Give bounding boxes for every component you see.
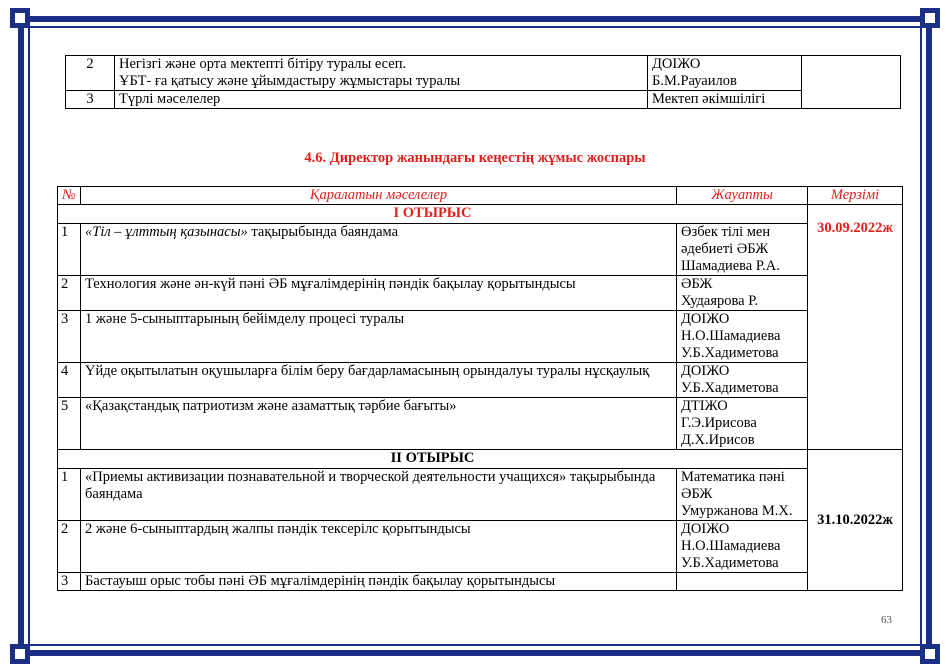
border-corner-ornament (10, 8, 30, 28)
topic-cell: Бастауыш орыс тобы пәні ӘБ мұғалімдерінің пәндік бақылау қорытындысы (81, 573, 677, 591)
previous-plan-table (65, 55, 901, 109)
responsible-line: ДОІЖО (681, 363, 730, 379)
table-row (58, 573, 903, 591)
responsible-cell (677, 573, 808, 591)
responsible-line: У.Б.Хадиметова (681, 380, 779, 396)
header-topic: Қаралатын мәселелер (81, 187, 677, 205)
header-term: Мерзімі (808, 187, 903, 205)
responsible-line: ӘБЖ (681, 276, 713, 292)
responsible-line: Б.М.Рауаилов (652, 73, 737, 89)
table-row (66, 56, 901, 91)
session-row (58, 450, 903, 469)
topic-cell: «Қазақстандық патриотизм және азаматтық тәрбие бағыты» (81, 398, 677, 450)
session-term: 31.10.2022ж (808, 450, 903, 591)
responsible-cell (677, 224, 808, 276)
topic-line: Негізгі және орта мектепті бітіру туралы есеп. (119, 56, 407, 72)
section-title: 4.6. Директор жанындағы кеңестің жұмыс жоспары (304, 150, 646, 166)
responsible-line: ДТІЖО (681, 398, 728, 414)
council-plan-table (57, 186, 903, 591)
session-row (58, 205, 903, 224)
row-number: 3 (58, 311, 81, 363)
responsible-line: У.Б.Хадиметова (681, 555, 779, 571)
responsible-line: ДОІЖО (652, 56, 701, 72)
topic-cell (115, 91, 648, 109)
row-number: 3 (58, 573, 81, 591)
responsible-cell (677, 398, 808, 450)
responsible-cell (677, 469, 808, 521)
border-corner-ornament (10, 644, 30, 664)
border-corner-ornament (920, 644, 940, 664)
topic-cell: Үйде оқытылатын оқушыларға білім беру бағдарламасының орындалуы туралы нұсқаулық (81, 363, 677, 398)
session-title: I ОТЫРЫС (58, 205, 808, 224)
responsible-cell (648, 56, 802, 91)
responsible-line: Н.О.Шамадиева (681, 328, 781, 344)
session-title: II ОТЫРЫС (58, 450, 808, 469)
topic-cell: 1 және 5-сыныптарының бейімделу процесі туралы (81, 311, 677, 363)
table-row (58, 276, 903, 311)
topic-cell: «Приемы активизации познавательной и творческой деятельности учащихся» тақырыбында баяндама (81, 469, 677, 521)
topic-line: ҰБТ- ға қатысу және ұйымдастыру жұмыстары туралы (119, 73, 461, 89)
row-number: 1 (58, 224, 81, 276)
responsible-cell (677, 311, 808, 363)
table-row (58, 363, 903, 398)
responsible-line: У.Б.Хадиметова (681, 345, 779, 361)
responsible-line: Өзбек тілі мен (681, 224, 771, 240)
row-number: 5 (58, 398, 81, 450)
row-number: 4 (58, 363, 81, 398)
session-term: 30.09.2022ж (808, 205, 903, 450)
responsible-cell (648, 91, 802, 109)
responsible-line: ДОІЖО (681, 311, 730, 327)
responsible-line: Умуржанова М.Х. (681, 503, 793, 519)
table-row (58, 521, 903, 573)
header-row (58, 187, 903, 205)
responsible-line: ӘБЖ (681, 486, 713, 502)
responsible-cell (677, 276, 808, 311)
row-number: 2 (58, 521, 81, 573)
responsible-line: ДОІЖО (681, 521, 730, 537)
page-number: 63 (881, 614, 892, 626)
row-number: 1 (58, 469, 81, 521)
table-row (58, 469, 903, 521)
topic-cell: Технология және ән-күй пәні ӘБ мұғалімдерінің пәндік бақылау қорытындысы (81, 276, 677, 311)
table-row (58, 398, 903, 450)
responsible-line: әдебиеті ӘБЖ (681, 241, 769, 257)
responsible-line: Д.Х.Ирисов (681, 432, 755, 448)
row-number: 2 (66, 56, 115, 91)
topic-italic: «Тіл – ұлттың қазынасы» (85, 224, 248, 240)
topic-cell: 2 және 6-сыныптардың жалпы пәндік тексерілс қорытындысы (81, 521, 677, 573)
table-row (66, 91, 901, 109)
topic-cell (81, 224, 677, 276)
responsible-line: Математика пәні (681, 469, 785, 485)
table-row (58, 311, 903, 363)
header-responsible: Жауапты (677, 187, 808, 205)
responsible-line: Н.О.Шамадиева (681, 538, 781, 554)
responsible-line: Мектеп әкімшілігі (652, 91, 766, 107)
topic-text: тақырыбында баяндама (247, 224, 399, 240)
term-cell (802, 56, 901, 109)
responsible-line: Шамадиева Р.А. (681, 258, 780, 274)
row-number: 3 (66, 91, 115, 109)
row-number: 2 (58, 276, 81, 311)
header-number: № (58, 187, 81, 205)
topic-line: Түрлі мәселелер (119, 91, 221, 107)
responsible-line: Г.Э.Ирисова (681, 415, 757, 431)
border-corner-ornament (920, 8, 940, 28)
topic-cell (115, 56, 648, 91)
table-row (58, 224, 903, 276)
responsible-cell (677, 363, 808, 398)
responsible-line: Худаярова Р. (681, 293, 759, 309)
responsible-cell (677, 521, 808, 573)
